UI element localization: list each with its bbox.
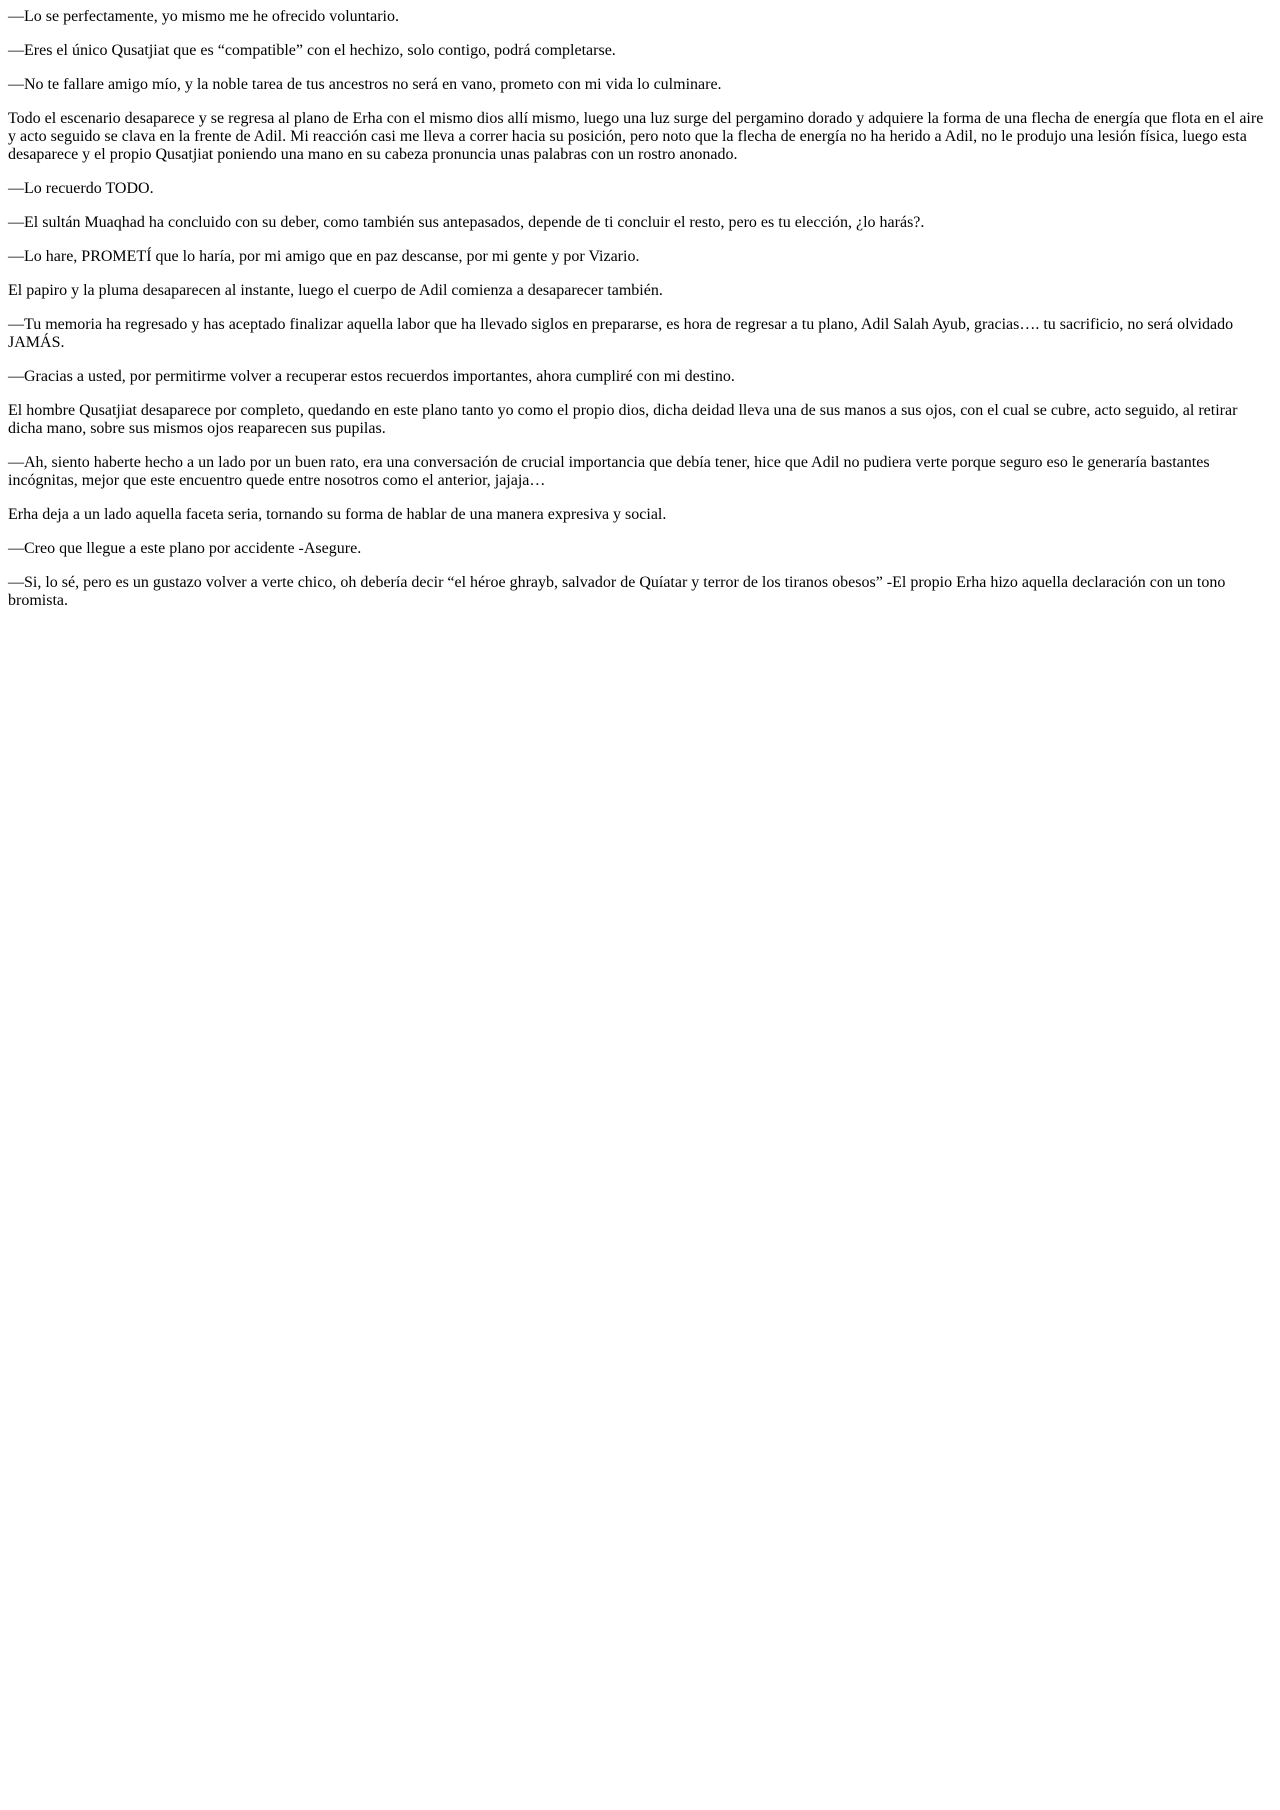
paragraph-4: Todo el escenario desaparece y se regresa al plano de Erha con el mismo dios allí mismo, luego una luz surge del pergamino dorado y adquiere la forma de una flecha de energía que flota en el aire y acto seguido se clava en la frente de Adil. Mi reacción casi me lleva a correr hacia su posición, pero noto que la flecha de energía no ha herido a Adil, no le produjo una lesión física, luego esta desaparece y el propio Qusatjiat poniendo una mano en su cabeza pronuncia unas palabras con un rostro anonado. [8, 110, 1264, 163]
paragraph-12: —Ah, siento haberte hecho a un lado por un buen rato, era una conversación de crucial importancia que debía tener, hice que Adil no pudiera verte porque seguro eso le generaría bastantes incógnitas, mejor que este encuentro quede entre nosotros como el anterior, jajaja… [8, 454, 1210, 489]
paragraph-1: —Lo se perfectamente, yo mismo me he ofrecido voluntario. [8, 8, 399, 25]
paragraph-8: El papiro y la pluma desaparecen al instante, luego el cuerpo de Adil comienza a desaparecer también. [8, 282, 663, 299]
paragraph-3: —No te fallare amigo mío, y la noble tarea de tus ancestros no será en vano, prometo con mi vida lo culminare. [8, 76, 722, 93]
paragraph-14: —Creo que llegue a este plano por accidente -Asegure. [8, 540, 362, 557]
paragraph-13: Erha deja a un lado aquella faceta seria, tornando su forma de hablar de una manera expresiva y social. [8, 506, 667, 523]
paragraph-10: —Gracias a usted, por permitirme volver a recuperar estos recuerdos importantes, ahora cumpliré con mi destino. [8, 368, 735, 385]
paragraph-6: —El sultán Muaqhad ha concluido con su deber, como también sus antepasados, depende de ti concluir el resto, pero es tu elección, ¿lo harás?. [8, 214, 925, 231]
document-page [8, 8, 1272, 610]
paragraph-9: —Tu memoria ha regresado y has aceptado finalizar aquella labor que ha llevado siglos en prepararse, es hora de regresar a tu plano, Adil Salah Ayub, gracias…. tu sacrificio, no será olvidado JAMÁS. [8, 316, 1234, 351]
paragraph-7: —Lo hare, PROMETÍ que lo haría, por mi amigo que en paz descanse, por mi gente y por Vizario. [8, 248, 640, 265]
paragraph-2: —Eres el único Qusatjiat que es “compatible” con el hechizo, solo contigo, podrá completarse. [8, 42, 616, 59]
paragraph-15: —Si, lo sé, pero es un gustazo volver a verte chico, oh debería decir “el héroe ghrayb, salvador de Quíatar y terror de los tiranos obesos” -El propio Erha hizo aquella declaración con un tono bromista. [8, 574, 1226, 609]
document-text [8, 8, 1272, 610]
paragraph-11: El hombre Qusatjiat desaparece por completo, quedando en este plano tanto yo como el propio dios, dicha deidad lleva una de sus manos a sus ojos, con el cual se cubre, acto seguido, al retirar dicha mano, sobre sus mismos ojos reaparecen sus pupilas. [8, 402, 1238, 437]
paragraph-5: —Lo recuerdo TODO. [8, 180, 154, 197]
